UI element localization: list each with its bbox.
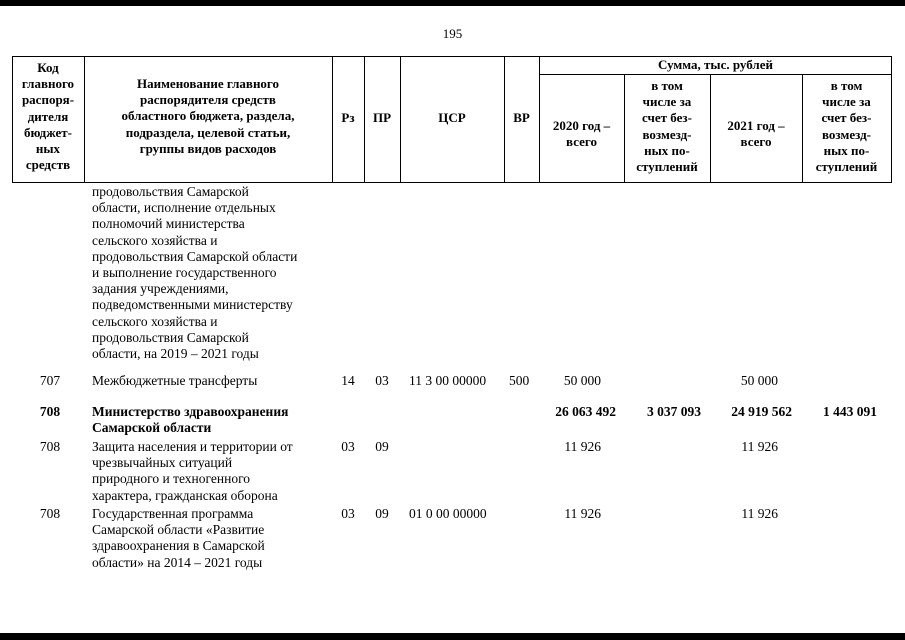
row-code: 708	[39, 439, 61, 454]
row-name: Министерство здравоохранения Самарской области	[92, 404, 289, 436]
row-code: 707	[39, 373, 61, 388]
row-name: Государственная программа Самарской области «Развитие здравоохранения в Самарской области» на 2014 – 2021 годы	[92, 506, 265, 570]
header-name: Наименование главного распорядителя средств областного бюджета, раздела, подраздела, целевой статьи, группы видов расходов	[121, 76, 295, 156]
row-2021-total: 50 000	[740, 373, 778, 388]
header-code: Код главного распоря- дителя бюджет- ных средств	[21, 60, 75, 173]
row-csr: 01 0 00 00000	[409, 506, 487, 521]
row-2020-total: 11 926	[564, 506, 601, 521]
bottom-border	[0, 633, 905, 640]
header-2020-gratuitous: в том числе за счет без- возмезд- ных по- ступлений	[636, 78, 698, 175]
row-csr: 11 3 00 00000	[409, 373, 487, 388]
header-rz: Рз	[341, 110, 355, 125]
page-number: 195	[442, 26, 463, 41]
row-code: 708	[39, 404, 61, 419]
row-2021-total: 11 926	[741, 506, 778, 521]
header-2021-gratuitous: в том числе за счет без- возмезд- ных по- ступлений	[815, 78, 878, 175]
row-pr: 09	[375, 506, 389, 521]
header-2020-total: 2020 год – всего	[552, 118, 611, 150]
row-name: Межбюджетные трансферты	[92, 373, 258, 388]
header-pr: ПР	[372, 110, 392, 125]
header-csr: ЦСР	[438, 110, 466, 125]
row-2021-total: 11 926	[741, 439, 778, 454]
row-2020-gratuitous: 3 037 093	[647, 404, 701, 419]
row-pr: 09	[375, 439, 389, 454]
row-rz: 14	[341, 373, 355, 388]
header-sum-title: Сумма, тыс. рублей	[658, 57, 773, 72]
row-2020-total: 11 926	[564, 439, 601, 454]
row-2021-gratuitous: 1 443 091	[823, 404, 877, 419]
row-name: Защита населения и территории от чрезвычайных ситуаций природного и техногенного характера, гражданская оборона	[92, 439, 293, 503]
row-2020-total: 26 063 492	[555, 404, 616, 419]
row-2021-total: 24 919 562	[731, 404, 792, 419]
header-2021-total: 2021 год – всего	[727, 118, 785, 150]
row-2020-total: 50 000	[563, 373, 601, 388]
row-vr: 500	[509, 373, 530, 388]
continued-name-text: продовольствия Самарской области, исполнение отдельных полномочий министерства сельского хозяйства и продовольствия Самарской области и выполнение государственного задания учреждениями, подведомственными министерству сельского хозяйства и продовольствия Самарской области, на 2019 – 2021 годы	[92, 184, 298, 362]
row-code: 708	[39, 506, 61, 521]
row-pr: 03	[375, 373, 389, 388]
header-vr: ВР	[513, 110, 530, 125]
row-rz: 03	[341, 506, 355, 521]
row-rz: 03	[341, 439, 355, 454]
